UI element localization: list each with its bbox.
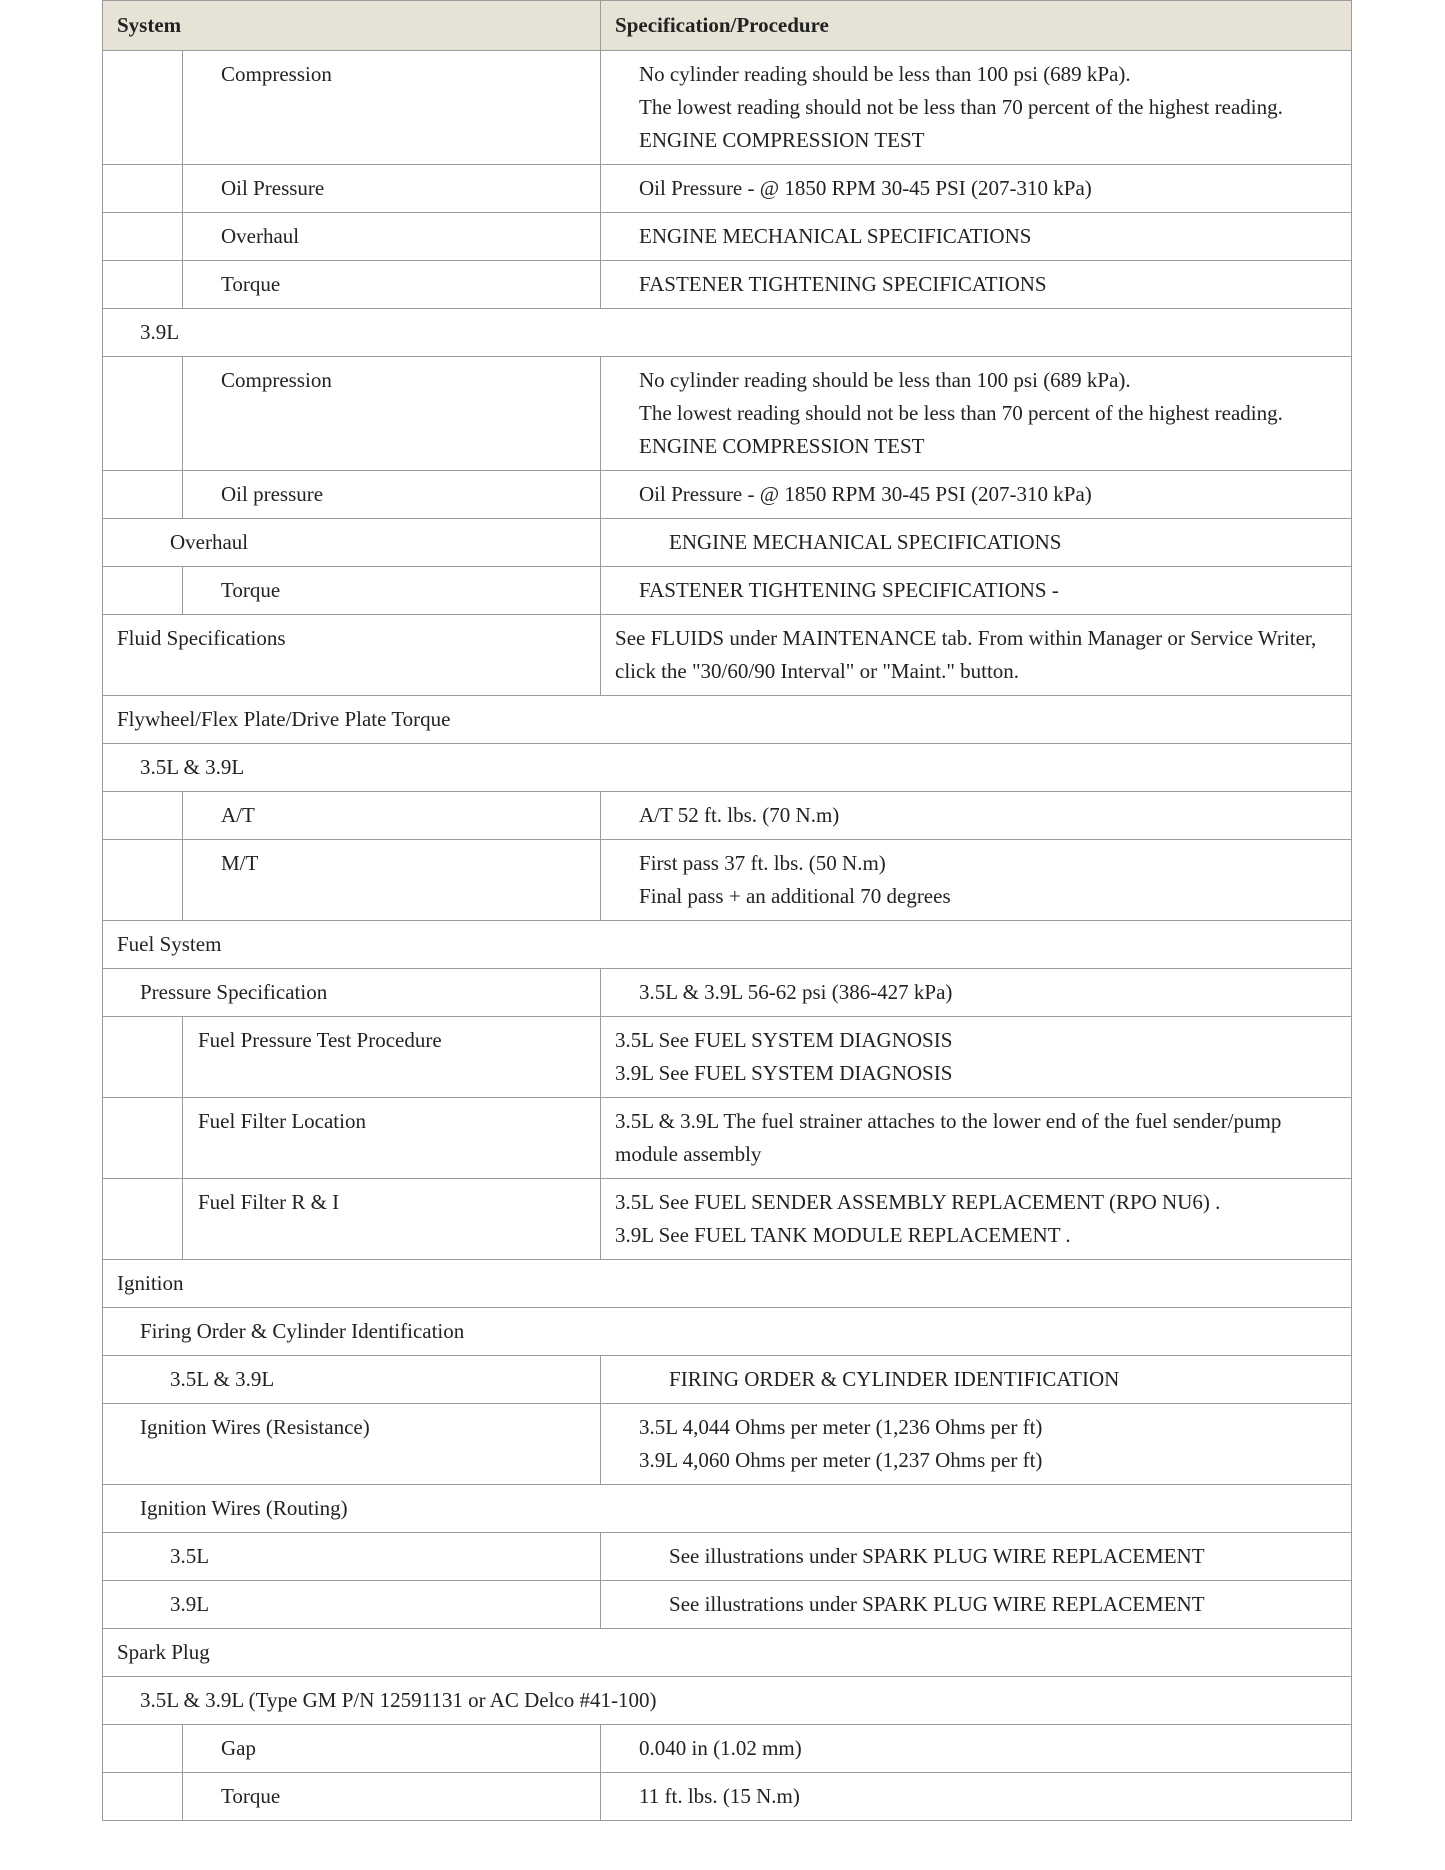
system-label: 3.5L & 3.9L <box>170 1367 275 1391</box>
spec-line: 3.5L & 3.9L 56-62 psi (386-427 kPa) <box>639 980 953 1004</box>
system-cell <box>183 51 601 165</box>
system-label: Oil Pressure <box>221 176 325 200</box>
spec-cell <box>601 567 1352 615</box>
spec-cell <box>601 1404 1352 1485</box>
table-row <box>103 1485 1352 1533</box>
system-cell <box>183 213 601 261</box>
spec-line: ENGINE MECHANICAL SPECIFICATIONS <box>669 530 1062 554</box>
spec-text <box>601 1533 1351 1580</box>
system-label: Fuel Filter Location <box>198 1109 366 1133</box>
table-row <box>103 921 1352 969</box>
system-cell <box>183 357 601 471</box>
indent-cell <box>103 165 183 213</box>
system-label: Ignition Wires (Resistance) <box>140 1415 370 1439</box>
system-label: Overhaul <box>221 224 300 248</box>
spec-text <box>601 213 1351 260</box>
table-row <box>103 1773 1352 1821</box>
spec-table <box>102 0 1352 1821</box>
indent-cell <box>103 567 183 615</box>
system-cell <box>103 519 601 567</box>
spec-cell <box>601 792 1352 840</box>
spec-cell <box>601 213 1352 261</box>
spec-line: Final pass + an additional 70 degrees <box>639 884 951 908</box>
spec-cell <box>601 1179 1352 1260</box>
section-label: Ignition <box>117 1271 184 1295</box>
spec-cell <box>601 1017 1352 1098</box>
system-label: 3.5L <box>170 1544 210 1568</box>
section-cell <box>103 921 1352 969</box>
system-label: Compression <box>221 62 332 86</box>
table-row <box>103 744 1352 792</box>
spec-line: 3.5L & 3.9L The fuel strainer attaches to the lower end of the fuel sender/pump <box>615 1109 1282 1133</box>
spec-line: 3.9L See FUEL TANK MODULE REPLACEMENT . <box>615 1223 1071 1247</box>
spec-line: A/T 52 ft. lbs. (70 N.m) <box>639 803 840 827</box>
table-row <box>103 1308 1352 1356</box>
spec-text <box>601 1179 1351 1259</box>
section-cell <box>103 1485 1352 1533</box>
table-row <box>103 1533 1352 1581</box>
table-row <box>103 213 1352 261</box>
section-label: Firing Order & Cylinder Identification <box>140 1319 465 1343</box>
system-label: Torque <box>221 578 281 602</box>
table-row <box>103 165 1352 213</box>
spec-line: See FLUIDS under MAINTENANCE tab. From within Manager or Service Writer, <box>615 626 1317 650</box>
section-cell <box>103 696 1352 744</box>
spec-text <box>601 1017 1351 1097</box>
spec-table-body <box>103 51 1352 1821</box>
section-label: 3.5L & 3.9L (Type GM P/N 12591131 or AC Delco #41-100) <box>140 1688 657 1712</box>
table-row <box>103 51 1352 165</box>
spec-cell <box>601 519 1352 567</box>
system-label: Compression <box>221 368 332 392</box>
indent-cell <box>103 261 183 309</box>
spec-line: The lowest reading should not be less than 70 percent of the highest reading. <box>639 95 1283 119</box>
section-cell <box>103 309 1352 357</box>
table-row <box>103 1404 1352 1485</box>
table-row <box>103 261 1352 309</box>
spec-text <box>601 1581 1351 1628</box>
table-row <box>103 1098 1352 1179</box>
table-row <box>103 519 1352 567</box>
section-label: Fuel System <box>117 932 222 956</box>
spec-cell <box>601 1098 1352 1179</box>
system-cell <box>183 471 601 519</box>
section-label: 3.9L <box>140 320 180 344</box>
system-cell <box>103 1356 601 1404</box>
table-row <box>103 1581 1352 1629</box>
system-cell <box>183 567 601 615</box>
spec-text <box>601 261 1351 308</box>
header-system: System <box>103 1 601 51</box>
indent-cell <box>103 1725 183 1773</box>
spec-line: No cylinder reading should be less than 100 psi (689 kPa). <box>639 368 1131 392</box>
system-label: Fuel Filter R & I <box>198 1190 340 1214</box>
section-cell <box>103 1629 1352 1677</box>
spec-line: 3.5L See FUEL SYSTEM DIAGNOSIS <box>615 1028 953 1052</box>
spec-cell <box>601 357 1352 471</box>
section-label: Flywheel/Flex Plate/Drive Plate Torque <box>117 707 451 731</box>
spec-line: ENGINE COMPRESSION TEST <box>639 434 925 458</box>
indent-cell <box>103 471 183 519</box>
spec-text <box>601 357 1351 470</box>
section-label: 3.5L & 3.9L <box>140 755 245 779</box>
header-spec: Specification/Procedure <box>601 1 1352 51</box>
spec-line: Oil Pressure - @ 1850 RPM 30-45 PSI (207-310 kPa) <box>639 176 1092 200</box>
system-cell <box>103 615 601 696</box>
system-cell <box>103 969 601 1017</box>
spec-line: See illustrations under SPARK PLUG WIRE REPLACEMENT <box>669 1544 1205 1568</box>
table-row <box>103 357 1352 471</box>
indent-cell <box>103 357 183 471</box>
spec-line: ENGINE MECHANICAL SPECIFICATIONS <box>639 224 1032 248</box>
table-row <box>103 1356 1352 1404</box>
system-label: Torque <box>221 1784 281 1808</box>
table-row <box>103 1260 1352 1308</box>
spec-line: FASTENER TIGHTENING SPECIFICATIONS - <box>639 578 1059 602</box>
spec-line: The lowest reading should not be less than 70 percent of the highest reading. <box>639 401 1283 425</box>
spec-cell <box>601 615 1352 696</box>
spec-cell <box>601 1356 1352 1404</box>
system-cell <box>103 1533 601 1581</box>
indent-cell <box>103 792 183 840</box>
spec-line: 3.5L 4,044 Ohms per meter (1,236 Ohms per ft) <box>639 1415 1043 1439</box>
system-label: 3.9L <box>170 1592 210 1616</box>
spec-line: 3.9L See FUEL SYSTEM DIAGNOSIS <box>615 1061 953 1085</box>
table-row <box>103 471 1352 519</box>
spec-line: ENGINE COMPRESSION TEST <box>639 128 925 152</box>
spec-cell <box>601 261 1352 309</box>
section-cell <box>103 1677 1352 1725</box>
spec-line: FASTENER TIGHTENING SPECIFICATIONS <box>639 272 1047 296</box>
system-cell <box>183 261 601 309</box>
table-row <box>103 1017 1352 1098</box>
indent-cell <box>103 1179 183 1260</box>
spec-line: 3.9L 4,060 Ohms per meter (1,237 Ohms per ft) <box>639 1448 1043 1472</box>
spec-line: FIRING ORDER & CYLINDER IDENTIFICATION <box>669 1367 1120 1391</box>
spec-line: 11 ft. lbs. (15 N.m) <box>639 1784 800 1808</box>
table-row <box>103 1179 1352 1260</box>
spec-line: Oil Pressure - @ 1850 RPM 30-45 PSI (207-310 kPa) <box>639 482 1092 506</box>
table-row <box>103 1725 1352 1773</box>
system-label: Overhaul <box>170 530 249 554</box>
system-cell <box>183 792 601 840</box>
spec-line: 0.040 in (1.02 mm) <box>639 1736 802 1760</box>
table-row <box>103 696 1352 744</box>
system-label: Pressure Specification <box>140 980 328 1004</box>
system-label: Oil pressure <box>221 482 324 506</box>
spec-text <box>601 615 1351 695</box>
system-cell <box>103 1581 601 1629</box>
table-row <box>103 792 1352 840</box>
system-cell <box>183 1017 601 1098</box>
system-cell <box>183 165 601 213</box>
spec-text <box>601 792 1351 839</box>
spec-cell <box>601 1773 1352 1821</box>
section-cell <box>103 1260 1352 1308</box>
spec-cell <box>601 1533 1352 1581</box>
indent-cell <box>103 51 183 165</box>
spec-line: 3.5L See FUEL SENDER ASSEMBLY REPLACEMENT (RPO NU6) . <box>615 1190 1221 1214</box>
indent-cell <box>103 840 183 921</box>
spec-text <box>601 519 1351 566</box>
system-cell <box>183 1098 601 1179</box>
table-row <box>103 1629 1352 1677</box>
spec-text <box>601 1098 1351 1178</box>
spec-text <box>601 1356 1351 1403</box>
spec-line: module assembly <box>615 1142 762 1166</box>
spec-cell <box>601 165 1352 213</box>
section-cell <box>103 1308 1352 1356</box>
spec-text <box>601 1404 1351 1484</box>
system-cell <box>103 1404 601 1485</box>
spec-cell <box>601 840 1352 921</box>
spec-line: See illustrations under SPARK PLUG WIRE REPLACEMENT <box>669 1592 1205 1616</box>
indent-cell <box>103 1017 183 1098</box>
spec-text <box>601 165 1351 212</box>
table-row <box>103 567 1352 615</box>
spec-cell <box>601 471 1352 519</box>
table-row <box>103 309 1352 357</box>
indent-cell <box>103 1098 183 1179</box>
spec-cell <box>601 1725 1352 1773</box>
system-label: Fluid Specifications <box>117 626 286 650</box>
system-label: Gap <box>221 1736 256 1760</box>
spec-text <box>601 567 1351 614</box>
system-label: Fuel Pressure Test Procedure <box>198 1028 442 1052</box>
system-label: A/T <box>221 803 255 827</box>
system-cell <box>183 1725 601 1773</box>
spec-line: click the "30/60/90 Interval" or "Maint." button. <box>615 659 1020 683</box>
spec-cell <box>601 1581 1352 1629</box>
indent-cell <box>103 213 183 261</box>
spec-text <box>601 840 1351 920</box>
system-cell <box>183 1179 601 1260</box>
system-cell <box>183 1773 601 1821</box>
spec-text <box>601 51 1351 164</box>
spec-line: First pass 37 ft. lbs. (50 N.m) <box>639 851 886 875</box>
table-row <box>103 615 1352 696</box>
table-row <box>103 969 1352 1017</box>
spec-cell <box>601 51 1352 165</box>
section-label: Spark Plug <box>117 1640 210 1664</box>
header-row <box>103 1 1352 51</box>
table-row <box>103 1677 1352 1725</box>
section-label: Ignition Wires (Routing) <box>140 1496 348 1520</box>
section-cell <box>103 744 1352 792</box>
table-row <box>103 840 1352 921</box>
system-label: Torque <box>221 272 281 296</box>
spec-text <box>601 969 1351 1016</box>
spec-cell <box>601 969 1352 1017</box>
spec-text <box>601 471 1351 518</box>
spec-text <box>601 1773 1351 1820</box>
system-label: M/T <box>221 851 259 875</box>
spec-text <box>601 1725 1351 1772</box>
system-cell <box>183 840 601 921</box>
spec-line: No cylinder reading should be less than 100 psi (689 kPa). <box>639 62 1131 86</box>
indent-cell <box>103 1773 183 1821</box>
